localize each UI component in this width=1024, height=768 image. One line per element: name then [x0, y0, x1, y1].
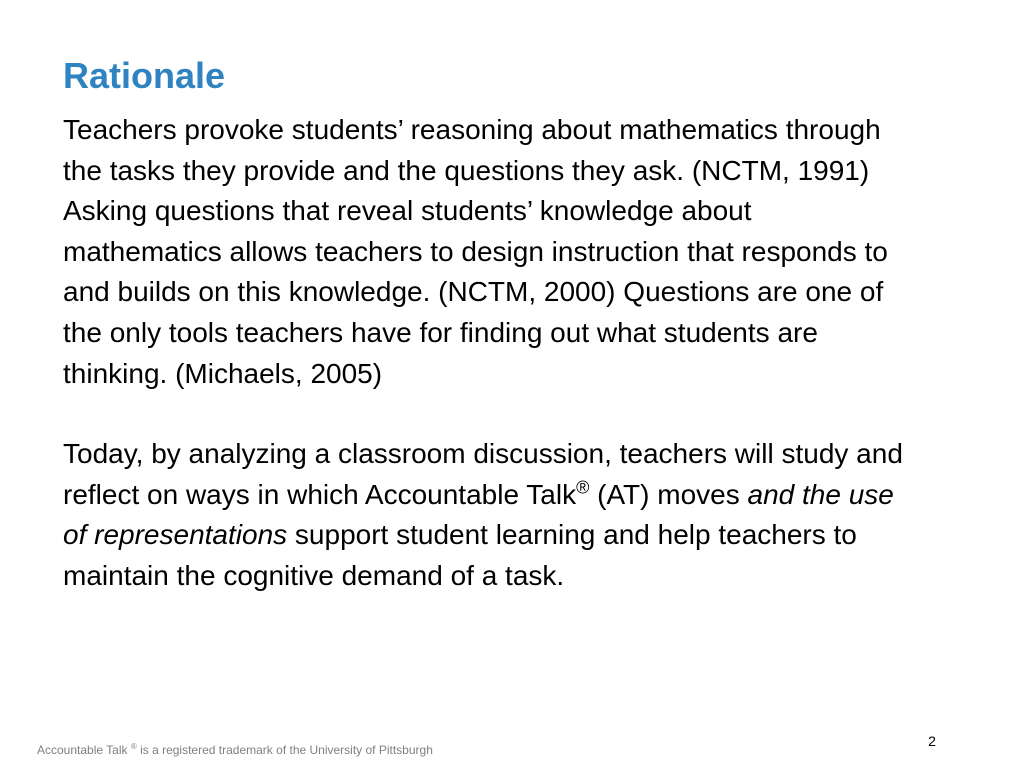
today-text-middle: (AT) moves: [589, 478, 748, 510]
nctm-2000-sentence: Asking questions that reveal students’ knowledge about mathematics allows teachers to design instruction that responds to and builds on this knowledge. (NCTM, 2000): [63, 195, 896, 308]
footer-text-start: Accountable Talk: [37, 743, 131, 757]
footer-registered-mark: ®: [130, 742, 137, 751]
trademark-footer: [37, 742, 433, 758]
michaels-citation: (Michaels, 2005): [175, 357, 383, 389]
michaels-sentence: Questions are one of the only tools teachers have for finding out what students are thinking.: [63, 276, 892, 389]
nctm-1991-sentence: Teachers provoke students’ reasoning about mathematics through the tasks they provide and the questions they ask. (NCTM, 1991): [63, 114, 889, 186]
today-paragraph: [63, 434, 903, 596]
today-text-end: support student learning and help teachers to maintain the cognitive demand of a task.: [63, 519, 865, 591]
page-number: 2: [928, 733, 936, 749]
rationale-paragraph: [63, 110, 903, 394]
slide-title: Rationale: [63, 55, 226, 96]
representations-emphasis: and the use of representations: [63, 478, 894, 551]
slide-body: [63, 110, 903, 597]
today-text-start: Today, by analyzing a classroom discussion, teachers will study and reflect on ways in which Accountable Talk: [63, 438, 903, 510]
footer-text-end: is a registered trademark of the University of Pittsburgh: [136, 743, 433, 757]
registered-mark: ®: [576, 477, 590, 498]
